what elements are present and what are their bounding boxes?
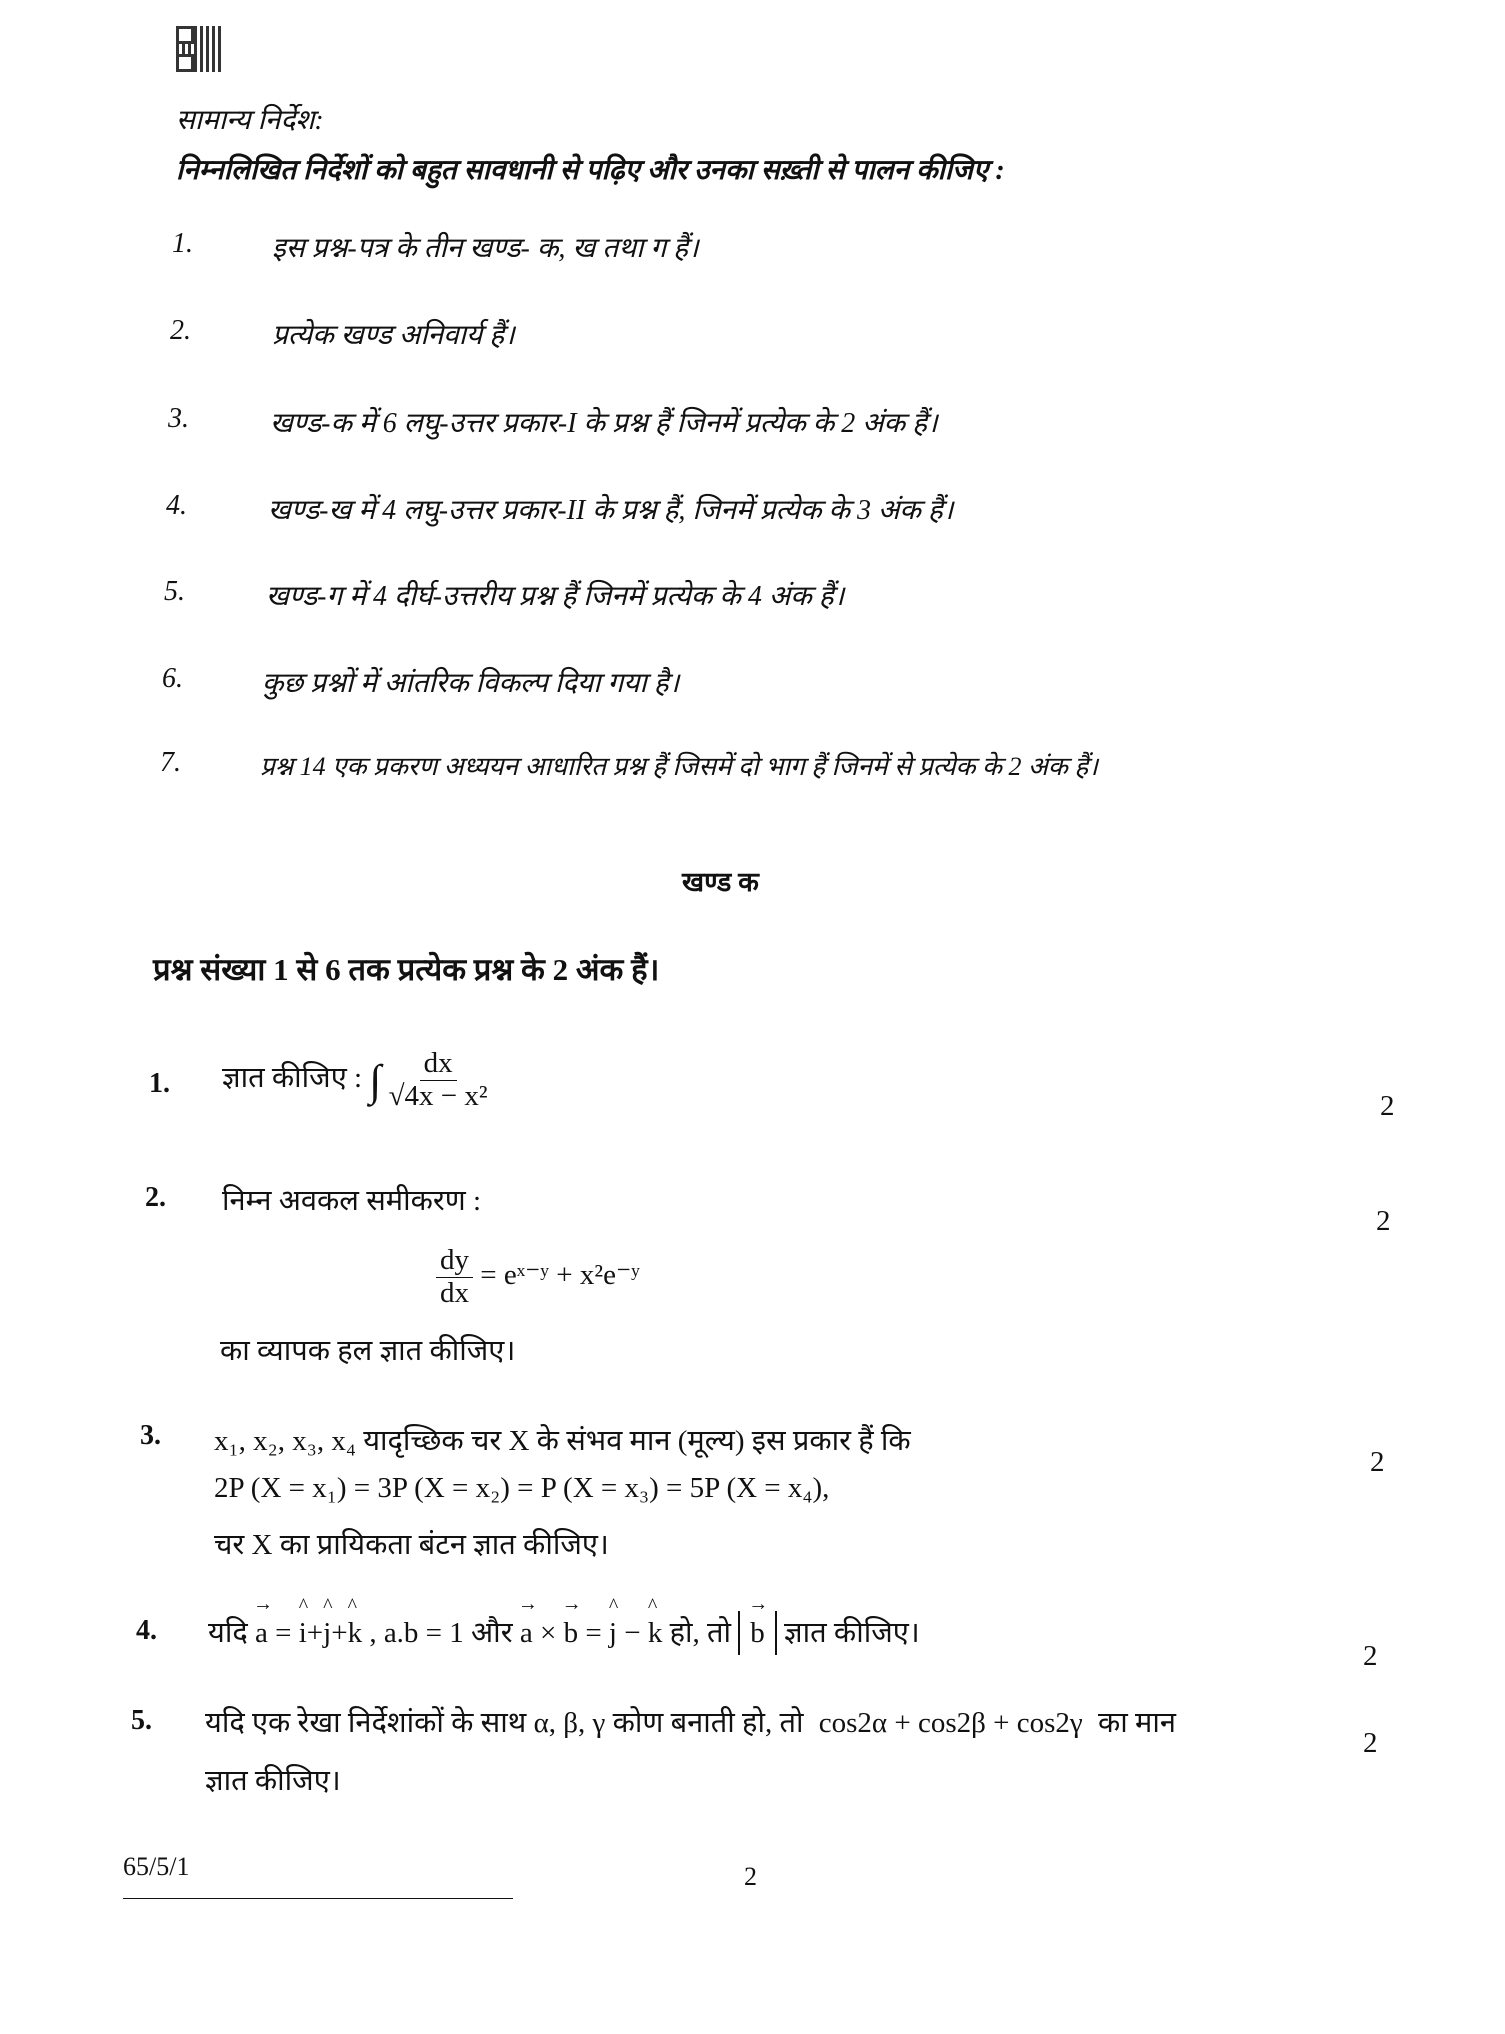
numerator: dy [436,1245,473,1278]
question-1 [222,1048,488,1113]
vector-b: → b [750,1617,765,1650]
paper-code: 65/5/1 [123,1852,190,1881]
page-number: 2 [744,1862,757,1891]
instruction-text: खण्ड-ग में 4 दीर्घ-उत्तरीय प्रश्न हैं जिनमें प्रत्येक के 4 अंक हैं। [266,581,845,612]
instruction-number: 6. [162,663,183,694]
section-note: प्रश्न संख्या 1 से 6 तक प्रत्येक प्रश्न के 2 अंक हैं। [153,952,660,987]
vector-b: → b [564,1617,579,1650]
vector-a: → a [520,1617,533,1650]
question-number: 3. [140,1420,161,1451]
text: का मान [1097,1707,1176,1739]
qr-code-icon [176,26,222,72]
question-text: का व्यापक हल ज्ञात कीजिए। [220,1335,516,1367]
denominator: dx [440,1276,469,1309]
unit-j: ^ j [323,1617,331,1650]
equation-rhs: = eˣ⁻ʸ + x²e⁻ʸ [480,1259,640,1292]
marks: 2 [1380,1090,1395,1122]
integral-sign: ∫ [369,1055,382,1105]
text: = [585,1617,602,1649]
text: ज्ञात कीजिए। [784,1617,920,1649]
instruction-number: 2. [170,315,191,346]
question-number: 4. [136,1615,157,1646]
general-instructions-heading: सामान्य निर्देश: [176,105,324,136]
instruction-number: 1. [172,228,193,259]
text: × [539,1617,557,1649]
numerator: dx [420,1048,457,1081]
instruction-text: कुछ प्रश्नों में आंतरिक विकल्प दिया गया है। [262,668,680,699]
instruction-number: 7. [160,747,181,778]
text: हो, तो [669,1617,732,1649]
text: यदि [208,1617,248,1649]
text: यदि एक रेखा निर्देशांकों के साथ α, β, γ कोण बनाती हो, तो [205,1707,804,1739]
marks: 2 [1370,1446,1385,1478]
instruction-text: प्रत्येक खण्ड अनिवार्य हैं। [272,320,515,351]
expression: cos2α + cos2β + cos2γ [818,1707,1083,1739]
question-number: 1. [149,1068,170,1099]
differential-equation [436,1245,640,1310]
text: + [331,1617,348,1649]
question-text: निम्न अवकल समीकरण : [222,1185,482,1217]
question-text: ज्ञात कीजिए : [222,1062,363,1095]
text: = [275,1617,292,1649]
question-text: 2P (X = x₁) = 3P (X = x₂) = P (X = x₃) = 5P (X = x₄), [214,1472,830,1504]
instruction-number: 4. [166,490,187,521]
footer-rule [123,1898,513,1899]
marks: 2 [1376,1205,1391,1237]
question-text: ज्ञात कीजिए। [205,1765,341,1797]
question-5 [205,1702,1176,1741]
text: − [624,1617,641,1649]
text: , a.b = 1 [369,1617,464,1649]
instruction-text: प्रश्न 14 एक प्रकरण अध्ययन आधारित प्रश्न हैं जिसमें दो भाग हैं जिनमें से प्रत्येक के 2 अंक हैं। [260,752,1098,781]
denominator: √4x − x² [388,1079,488,1112]
unit-j: ^ j [609,1617,617,1650]
instructions-intro: निम्नलिखित निर्देशों को बहुत सावधानी से पढ़िए और उनका सख़्ती से पालन कीजिए : [176,155,1005,186]
question-4 [208,1612,920,1651]
marks: 2 [1363,1640,1378,1672]
vector-a: → a [255,1617,268,1650]
unit-i: ^ i [299,1617,307,1650]
question-text: चर X का प्रायिकता बंटन ज्ञात कीजिए। [214,1529,609,1561]
instruction-number: 5. [164,576,185,607]
instruction-text: खण्ड-क में 6 लघु-उत्तर प्रकार-I के प्रश्न हैं जिनमें प्रत्येक के 2 अंक हैं। [270,408,938,439]
question-text: x₁, x₂, x₃, x₄ यादृच्छिक चर X के संभव मान (मूल्य) इस प्रकार हैं कि [214,1425,911,1457]
section-title: खण्ड क [682,867,759,897]
marks: 2 [1363,1727,1378,1759]
unit-k: ^ k [648,1617,663,1650]
instruction-number: 3. [168,403,189,434]
question-number: 5. [131,1705,152,1736]
question-number: 2. [145,1182,166,1213]
text: + [306,1617,324,1649]
instruction-text: इस प्रश्न-पत्र के तीन खण्ड- क, ख तथा ग हैं। [272,233,699,264]
text: और [471,1617,513,1649]
instruction-text: खण्ड-ख में 4 लघु-उत्तर प्रकार-II के प्रश्न हैं, जिनमें प्रत्येक के 3 अंक हैं। [268,495,954,526]
unit-k: ^ k [348,1617,363,1650]
